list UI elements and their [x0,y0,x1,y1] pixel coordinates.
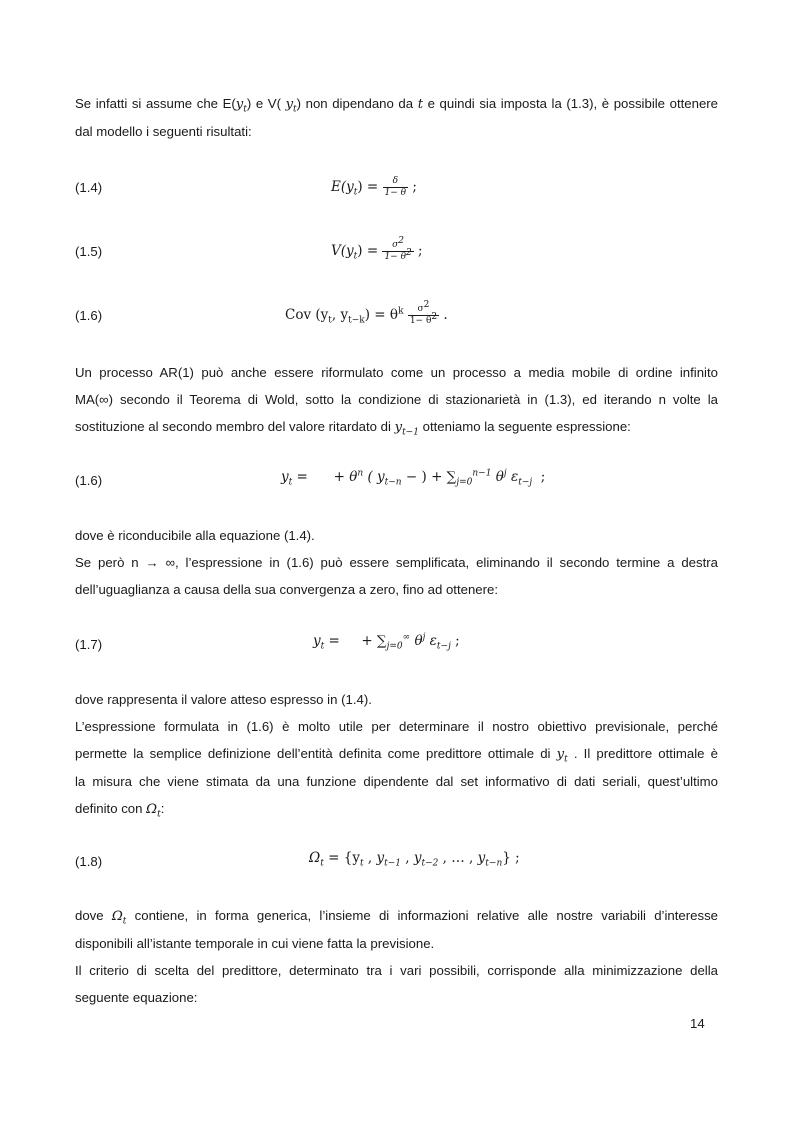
text-line: la misura che viene stimata da una funzione dipendente dal set informativo di dati seriali, quest’ultimo [75,774,718,789]
equation-1-8: $\Omega_t = \{y_t$ , $y_{t-1}$ , $y_{t-2}$ , … , $y_{t-n}$} ; [309,850,520,869]
text-line: dove $\Omega_t$ contiene, in forma generica, l’insieme di informazioni relative alle nostre variabili d’interesse [75,908,718,927]
text-line: dal modello i seguenti risultati: [75,124,252,139]
equation-1-6-cov: Cov ($y_t$, $y_{t-k}) = \theta^k$ $\frac{\sigma^2}{1- \theta^2}$ . [285,300,448,326]
equation-number: (1.6) [75,308,103,323]
equation-1-6-ma: $y_t$ = + $\theta^n$ ( $y_{t-n}$ − ) + $\sum_{j=0}^{n-1}$ $\theta^j$ $\varepsilon_{t-j}$ ; [281,468,546,488]
equation-number: (1.8) [75,854,103,869]
paragraph-information-set [75,902,718,1011]
paragraph-ar-process [75,359,718,441]
text-line: L’espressione formulata in (1.6) è molto utile per determinare il nostro obiettivo previsionale, perché [75,719,718,734]
text-line: Il criterio di scelta del predittore, determinato tra i vari possibili, corrisponde alla minimizzazione della [75,963,718,978]
text-line: MA(∞) secondo il Teorema di Wold, sotto la condizione di stazionarietà in (1.3), ed iterando n volte la [75,392,718,407]
text-line: dove è riconducibile alla equazione (1.4). [75,528,315,543]
paragraph-convergence [75,522,718,603]
equation-number: (1.4) [75,180,103,195]
text-line: permette la semplice definizione dell’entità definita come predittore ottimale di $y_t$ . Il predittore ottimale è [75,746,718,765]
equation-number: (1.5) [75,244,103,259]
page-number: 14 [690,1016,705,1031]
text-line: sostituzione al secondo membro del valore ritardato di $y_{t-1}$ otteniamo la seguente espressione: [75,419,631,438]
equation-1-4: $E(y_t)$ = $\frac{\delta}{1- \theta}$ ; [331,176,417,198]
text-line: definito con $\Omega_t$: [75,801,165,820]
text-line: disponibili all’istante temporale in cui viene fatta la previsione. [75,936,435,951]
text-line: Un processo AR(1) può anche essere riformulato come un processo a media mobile di ordine infinito [75,365,718,380]
equation-1-5: $V(y_t)$ = $\frac{\sigma^2}{1- \theta^2}$ ; [331,236,423,262]
equation-number: (1.7) [75,637,103,652]
text-line: seguente equazione: [75,990,198,1005]
paragraph-intro [75,90,718,145]
text-line: Se però n → ∞, l’espressione in (1.6) può essere semplificata, eliminando il secondo termine a destra [75,555,718,570]
equation-number: (1.6) [75,473,103,488]
paragraph-predictor [75,686,718,823]
equation-1-7: $y_t$ = + $\sum_{j=0}^\infty$ $\theta^j$ $\varepsilon_{t-j}$ ; [313,632,460,652]
text-line: dell’uguaglianza a causa della sua convergenza a zero, fino ad ottenere: [75,582,499,597]
text-line: Se infatti si assume che $E(y_t)$ e V( $y_t$) non dipendano da t e quindi sia imposta la (1.3), è possibile ottenere [75,96,718,115]
text-line: dove rappresenta il valore atteso espresso in (1.4). [75,692,372,707]
